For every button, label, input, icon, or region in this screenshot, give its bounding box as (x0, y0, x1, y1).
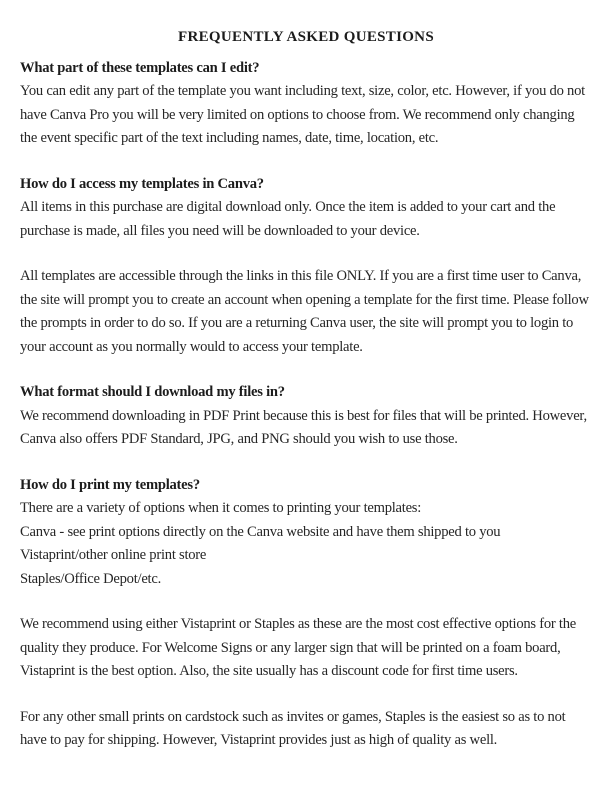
print-options-intro-line: There are a variety of options when it comes to printing your templates: (20, 500, 422, 516)
answer-paragraph: You can edit any part of the template you want including text, size, color, etc. However, if you do not have Canva Pro you will be very limited on options to choose from. We recommend only changing the event specific part of the text including names, date, time, location, etc. (20, 83, 585, 146)
answer-paragraph: We recommend using either Vistaprint or Staples as these are the most cost effective options for the quality they produce. For Welcome Signs or any larger sign that will be printed on a foam board, Vistaprint is the best option. Also, the site usually has a discount code for first time users. (20, 616, 576, 679)
faq-section-format (20, 381, 592, 452)
faq-section-access (20, 173, 592, 360)
answer-paragraph: All items in this purchase are digital download only. Once the item is added to your cart and the purchase is made, all files you need will be downloaded to your device. (20, 199, 556, 239)
faq-section-edit (20, 57, 592, 151)
faq-section-print (20, 474, 592, 753)
question-heading: How do I access my templates in Canva? (20, 175, 264, 192)
answer-paragraph: For any other small prints on cardstock such as invites or games, Staples is the easiest so as to not have to pay for shipping. However, Vistaprint provides just as high of quality as well. (20, 708, 566, 748)
page-title: FREQUENTLY ASKED QUESTIONS (178, 29, 434, 45)
answer-paragraph: All templates are accessible through the links in this file ONLY. If you are a first time user to Canva, the site will prompt you to create an account when opening a template for the first time. Please follow the prompts in order to do so. If you are a returning Canva user, the site will prompt you to login to your account as you normally would to access your template. (20, 268, 589, 355)
print-option-canva-line: Canva - see print options directly on the Canva website and have them shipped to you (20, 523, 501, 540)
print-options-list (20, 497, 592, 591)
print-option-vistaprint-line: Vistaprint/other online print store (20, 547, 207, 563)
question-heading: How do I print my templates? (20, 476, 200, 493)
answer-paragraph: We recommend downloading in PDF Print because this is best for files that will be printed. However, Canva also offers PDF Standard, JPG, and PNG should you wish to use those. (20, 407, 587, 447)
question-heading: What format should I download my files in? (20, 384, 285, 400)
question-heading: What part of these templates can I edit? (20, 59, 260, 76)
print-option-staples-line: Staples/Office Depot/etc. (20, 570, 161, 587)
